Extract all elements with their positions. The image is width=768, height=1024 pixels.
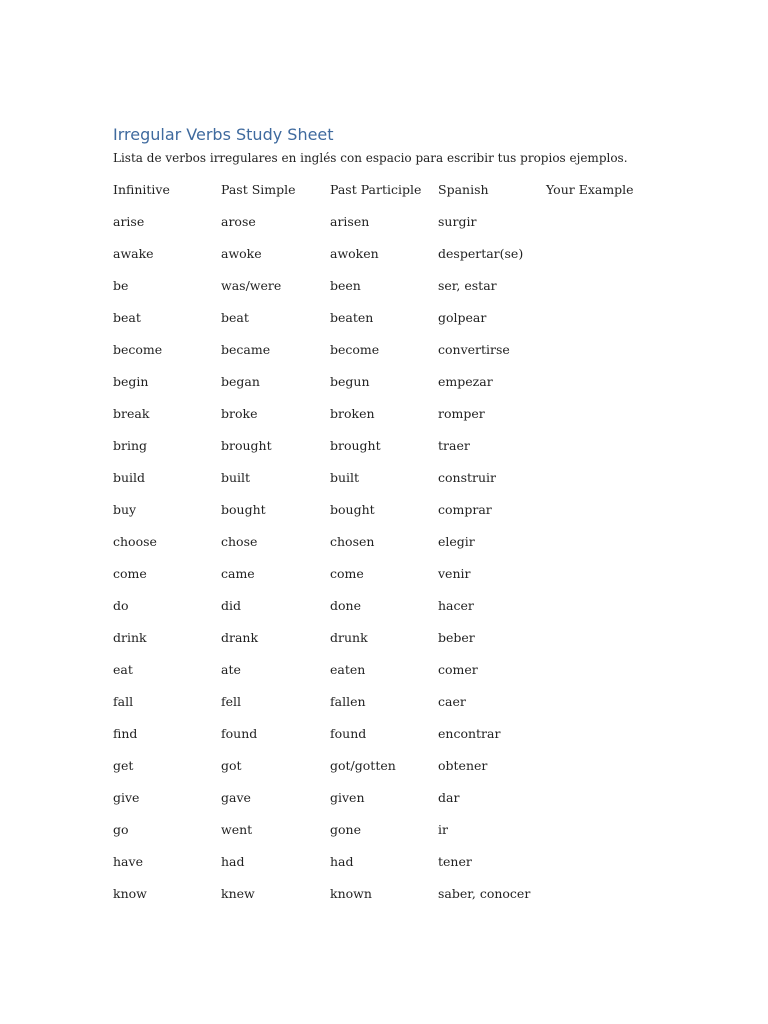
verbs-table-body xyxy=(113,212,656,916)
document-subtitle: Lista de verbos irregulares en inglés con espacio para escribir tus propios ejemplos. xyxy=(113,151,628,165)
infinitive-cell: arise xyxy=(113,214,145,229)
table-row xyxy=(113,308,656,340)
spanish-cell: beber xyxy=(438,630,475,645)
spanish-cell: hacer xyxy=(438,598,474,613)
spanish-cell: dar xyxy=(438,790,460,805)
spanish-cell: surgir xyxy=(438,214,477,229)
document-title: Irregular Verbs Study Sheet xyxy=(113,125,334,144)
table-header-row xyxy=(113,180,656,212)
past-participle-cell: built xyxy=(330,470,360,485)
table-row xyxy=(113,788,656,820)
your-example-cell[interactable] xyxy=(546,724,656,756)
table-row xyxy=(113,468,656,500)
your-example-cell[interactable] xyxy=(546,884,656,916)
past-participle-cell: arisen xyxy=(330,214,370,229)
header-past-simple: Past Simple xyxy=(221,182,296,197)
past-participle-cell: come xyxy=(330,566,364,581)
infinitive-cell: eat xyxy=(113,662,133,677)
table-row xyxy=(113,212,656,244)
past-simple-cell: fell xyxy=(221,694,242,709)
infinitive-cell: become xyxy=(113,342,163,357)
infinitive-cell: drink xyxy=(113,630,147,645)
your-example-cell[interactable] xyxy=(546,692,656,724)
your-example-cell[interactable] xyxy=(546,372,656,404)
infinitive-cell: go xyxy=(113,822,129,837)
infinitive-cell: do xyxy=(113,598,129,613)
spanish-cell: venir xyxy=(438,566,471,581)
table-row xyxy=(113,436,656,468)
spanish-cell: convertirse xyxy=(438,342,510,357)
past-participle-cell: become xyxy=(330,342,380,357)
past-simple-cell: had xyxy=(221,854,245,869)
table-row xyxy=(113,276,656,308)
table-row xyxy=(113,628,656,660)
past-simple-cell: was/were xyxy=(221,278,282,293)
past-participle-cell: gone xyxy=(330,822,361,837)
your-example-cell[interactable] xyxy=(546,212,656,244)
infinitive-cell: bring xyxy=(113,438,148,453)
past-simple-cell: knew xyxy=(221,886,255,901)
infinitive-cell: break xyxy=(113,406,150,421)
past-participle-cell: been xyxy=(330,278,361,293)
past-simple-cell: ate xyxy=(221,662,241,677)
spanish-cell: romper xyxy=(438,406,485,421)
infinitive-cell: build xyxy=(113,470,146,485)
past-simple-cell: awoke xyxy=(221,246,262,261)
spanish-cell: despertar(se) xyxy=(438,246,524,261)
infinitive-cell: begin xyxy=(113,374,149,389)
table-row xyxy=(113,820,656,852)
your-example-cell[interactable] xyxy=(546,404,656,436)
your-example-cell[interactable] xyxy=(546,564,656,596)
infinitive-cell: have xyxy=(113,854,143,869)
spanish-cell: construir xyxy=(438,470,497,485)
header-spanish: Spanish xyxy=(438,182,489,197)
verbs-table xyxy=(113,180,656,916)
your-example-cell[interactable] xyxy=(546,852,656,884)
past-simple-cell: came xyxy=(221,566,255,581)
infinitive-cell: give xyxy=(113,790,140,805)
your-example-cell[interactable] xyxy=(546,788,656,820)
past-simple-cell: beat xyxy=(221,310,249,325)
past-simple-cell: got xyxy=(221,758,242,773)
table-row xyxy=(113,564,656,596)
past-participle-cell: chosen xyxy=(330,534,375,549)
table-row xyxy=(113,596,656,628)
spanish-cell: saber, conocer xyxy=(438,886,531,901)
spanish-cell: encontrar xyxy=(438,726,501,741)
table-row xyxy=(113,244,656,276)
past-simple-cell: brought xyxy=(221,438,272,453)
infinitive-cell: find xyxy=(113,726,138,741)
past-simple-cell: did xyxy=(221,598,242,613)
your-example-cell[interactable] xyxy=(546,660,656,692)
past-participle-cell: begun xyxy=(330,374,370,389)
header-past-participle: Past Participle xyxy=(330,182,422,197)
your-example-cell[interactable] xyxy=(546,756,656,788)
past-participle-cell: had xyxy=(330,854,354,869)
your-example-cell[interactable] xyxy=(546,276,656,308)
spanish-cell: traer xyxy=(438,438,470,453)
past-simple-cell: arose xyxy=(221,214,256,229)
infinitive-cell: choose xyxy=(113,534,157,549)
your-example-cell[interactable] xyxy=(546,468,656,500)
past-simple-cell: went xyxy=(221,822,253,837)
spanish-cell: comer xyxy=(438,662,478,677)
table-row xyxy=(113,756,656,788)
past-participle-cell: done xyxy=(330,598,361,613)
your-example-cell[interactable] xyxy=(546,244,656,276)
past-participle-cell: eaten xyxy=(330,662,366,677)
past-participle-cell: got/gotten xyxy=(330,758,396,773)
infinitive-cell: come xyxy=(113,566,147,581)
your-example-cell[interactable] xyxy=(546,308,656,340)
past-simple-cell: gave xyxy=(221,790,251,805)
past-participle-cell: found xyxy=(330,726,367,741)
header-infinitive: Infinitive xyxy=(113,182,170,197)
table-row xyxy=(113,532,656,564)
your-example-cell[interactable] xyxy=(546,340,656,372)
past-participle-cell: awoken xyxy=(330,246,379,261)
infinitive-cell: buy xyxy=(113,502,137,517)
past-simple-cell: chose xyxy=(221,534,258,549)
spanish-cell: comprar xyxy=(438,502,492,517)
table-row xyxy=(113,692,656,724)
spanish-cell: tener xyxy=(438,854,472,869)
your-example-cell[interactable] xyxy=(546,596,656,628)
table-row xyxy=(113,340,656,372)
past-simple-cell: bought xyxy=(221,502,266,517)
table-row xyxy=(113,500,656,532)
infinitive-cell: beat xyxy=(113,310,141,325)
spanish-cell: ser, estar xyxy=(438,278,497,293)
your-example-cell[interactable] xyxy=(546,436,656,468)
past-simple-cell: drank xyxy=(221,630,259,645)
spanish-cell: caer xyxy=(438,694,466,709)
past-participle-cell: beaten xyxy=(330,310,374,325)
past-participle-cell: drunk xyxy=(330,630,368,645)
table-row xyxy=(113,660,656,692)
infinitive-cell: awake xyxy=(113,246,154,261)
past-simple-cell: became xyxy=(221,342,271,357)
table-row xyxy=(113,852,656,884)
past-participle-cell: known xyxy=(330,886,372,901)
table-row xyxy=(113,404,656,436)
past-participle-cell: bought xyxy=(330,502,375,517)
past-participle-cell: fallen xyxy=(330,694,366,709)
spanish-cell: obtener xyxy=(438,758,488,773)
past-participle-cell: given xyxy=(330,790,365,805)
spanish-cell: golpear xyxy=(438,310,487,325)
table-row xyxy=(113,372,656,404)
spanish-cell: empezar xyxy=(438,374,493,389)
your-example-cell[interactable] xyxy=(546,500,656,532)
spanish-cell: ir xyxy=(438,822,448,837)
table-row xyxy=(113,884,656,916)
past-participle-cell: brought xyxy=(330,438,381,453)
infinitive-cell: know xyxy=(113,886,147,901)
past-participle-cell: broken xyxy=(330,406,375,421)
infinitive-cell: get xyxy=(113,758,134,773)
your-example-cell[interactable] xyxy=(546,532,656,564)
spanish-cell: elegir xyxy=(438,534,475,549)
infinitive-cell: be xyxy=(113,278,129,293)
past-simple-cell: broke xyxy=(221,406,258,421)
table-row xyxy=(113,724,656,756)
header-your-example: Your Example xyxy=(546,182,634,197)
past-simple-cell: found xyxy=(221,726,258,741)
infinitive-cell: fall xyxy=(113,694,134,709)
past-simple-cell: began xyxy=(221,374,260,389)
your-example-cell[interactable] xyxy=(546,820,656,852)
past-simple-cell: built xyxy=(221,470,251,485)
your-example-cell[interactable] xyxy=(546,628,656,660)
